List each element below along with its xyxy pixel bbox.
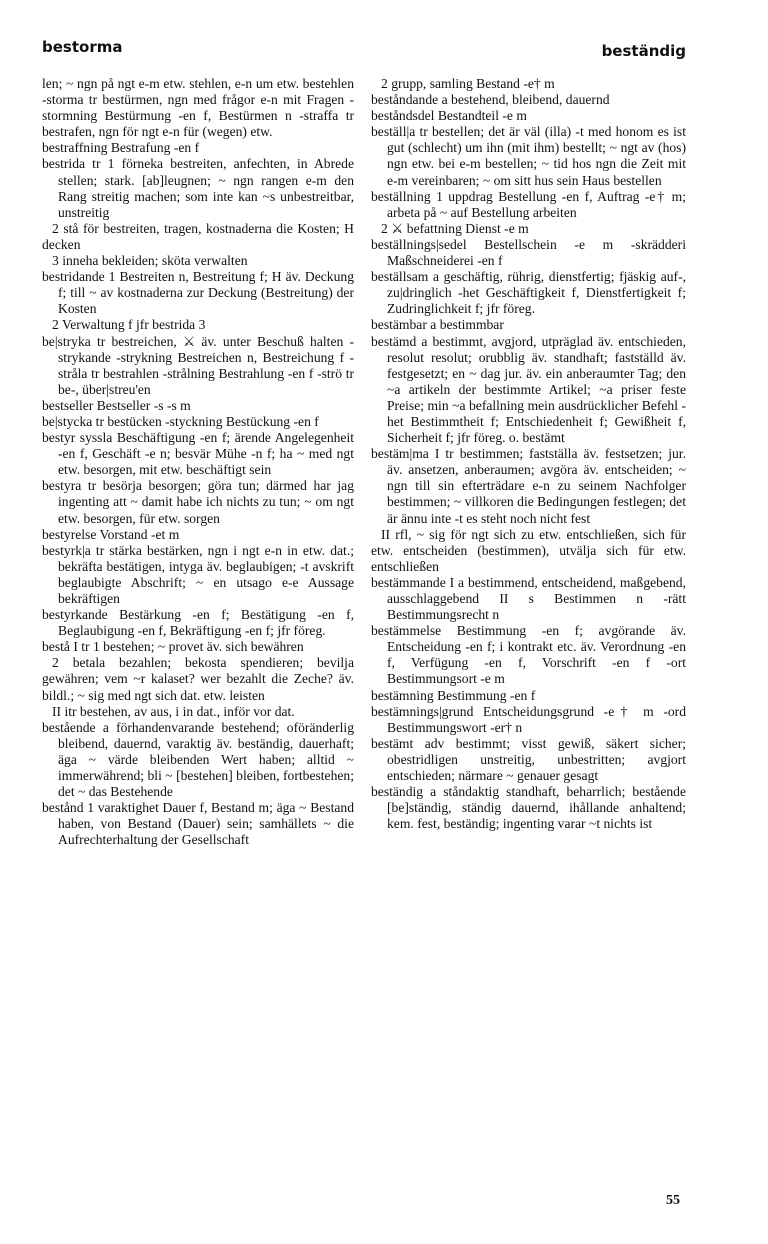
entry-bestandig: beständig a ståndaktig standhaft, beharrlich; bestående [be]ständig, ständig dauernd, ihållande anhaltend; kem. fest, beständig; ingenting varar ~t nichts ist <box>371 784 686 832</box>
entry-bestyrelse: bestyrelse Vorstand -et m <box>42 526 180 542</box>
entry-bestaende: bestående a förhandenvarande bestehend; oföränderlig bleibend, dauernd, varaktig äv. beständig, dauerhaft; äga ~ värde bleibenden Wert haben; alltid ~ immerwährend; bli ~ [bestehen] bleiben, fortbestehen; det ~ das Bestehende <box>42 719 354 800</box>
entry-bestand: bestånd 1 varaktighet Dauer f, Bestand m; äga ~ Bestand haben, von Bestand (Dauer) sein; samhällets ~ die Aufrechterhaltung der Gesellschaft <box>42 800 354 848</box>
entry-bestandsdel: beståndsdel Bestandteil -e m <box>371 108 527 124</box>
right-guide-word: beständig <box>601 42 686 60</box>
entry-bestridande: bestridande 1 Bestreiten n, Bestreitung f; H äv. Deckung f; till ~ av kostnaderna zur Deckung (Bestreitung) der Kosten <box>42 269 354 317</box>
entry-bestrida: bestrida tr 1 förneka bestreiten, anfechten, in Abrede stellen; stark. [ab]leugnen; ~ ngn rangen e-m den Rang streitig machen; som inte kan ~s unbestreitbar, unstreitig <box>42 156 354 220</box>
page-number: 55 <box>666 1193 680 1208</box>
entry-bestamma: bestäm|ma I tr bestimmen; fastställa äv. festsetzen; jur. äv. ansetzen, anberaumen; avgöra äv. entscheiden; ~ ngn till sin efterträdare e-n zu seinem Nachfolger bestimmen; ~ villkoren die Bedingungen festlegen; det är ännu inte -t es steht noch nicht fest <box>371 446 686 526</box>
entry-besta: bestå I tr 1 bestehen; ~ provet äv. sich bewähren <box>42 639 304 655</box>
entry-bestallning-sense-2: 2 ⚔ befattning Dienst -e m <box>381 220 529 236</box>
entry-bestalla: beställ|a tr bestellen; det är väl (illa) -t med honom es ist gut (schlecht) um ihn (mit ihm) bestellt; ~ ngt av (hos) ngn etw. bei e-m bestellen; ~ tid hos ngn die Zeit mit e-m vereinbaren; ~ om sitt hus sein Haus bestellen <box>371 124 686 188</box>
entry-bestand-sense-2: 2 grupp, samling Bestand -e† m <box>381 76 555 91</box>
entry-bestamningsgrund: bestämnings|grund Entscheidungsgrund -e† m -ord Bestimmungswort -er† n <box>371 703 686 735</box>
entry-bestyra: bestyra tr besörja besorgen; göra tun; därmed har jag ingenting att ~ damit habe ich nichts zu tun; ~ om ngt etw. besorgen, für etw. sorgen <box>42 478 354 526</box>
entry-bestandande: beståndande a bestehend, bleibend, dauernd <box>371 92 610 108</box>
entry-besta-sense-2: 2 betala bezahlen; bekosta spendieren; bevilja gewähren; vem ~r kalaset? wer bezahlt die Zeche? äv. bildl.; ~ sig med ngt sich dat. etw. leisten <box>42 655 354 703</box>
entry-bestambar: bestämbar a bestimmbar <box>371 317 504 333</box>
entry-bestseller: bestseller Bestseller -s -s m <box>42 397 191 413</box>
entry-bestrida-sense-2: 2 stå för bestreiten, tragen, kostnaderna die Kosten; H decken <box>42 220 354 252</box>
entry-bestammelse: bestämmelse Bestimmung -en f; avgörande äv. Entscheidung -en f; i kontrakt etc. äv. Verordnung -en f, Verfügung -en f, Vorschrift -en f -ort Bestimmungsort -e m <box>371 623 686 687</box>
entry-bestyrka: bestyrk|a tr stärka bestärken, ngn i ngt e-n in etw. dat.; bekräfta bestätigen, intyga äv. beglaubigen; -t avskrift beglaubigte Abschrift; ~ en utsago e-e Aussage bekräftigen <box>42 542 354 606</box>
entry-bestamd: bestämd a bestimmt, avgjord, utpräglad äv. entschieden, resolut resolut; orubblig äv. standhaft; fastställd äv. festgesetzt; en ~ dag jur. äv. ein anberaumter Tag; den ~a artikeln der bestimmte Artikel; ~a priser feste Preise; min ~a befallning mein ausdrücklicher Befehl -het Bestimmtheit f; Entschiedenheit f; Gewißheit f, Sicherheit f; jfr föreg. o. bestämt <box>371 333 686 446</box>
entry-bestallningssedel: beställnings|sedel Bestellschein -e m -skrädderi Maßschneiderei -en f <box>371 236 686 269</box>
entry-bestraffning: bestraffning Bestrafung -en f <box>42 140 200 156</box>
entry-bestrida-sense-3: 3 inneha bekleiden; sköta verwalten <box>52 253 248 269</box>
entry-bestyr: bestyr syssla Beschäftigung -en f; ärende Angelegenheit -en f, Geschäft -e n; besvär Mühe -n f; ha ~ med ngt etw. besorgen, mit etw. beschäftigt sein <box>42 430 354 478</box>
right-column <box>371 76 686 832</box>
entry-bestamt: bestämt adv bestimmt; visst gewiß, säkert sicher; obestridligen unstreitig, unbestritten; avgjort entschieden; närmare ~ genauer gesagt <box>371 735 686 784</box>
entry-bestryka: be|stryka tr bestreichen, ⚔ äv. unter Beschuß halten -strykande -strykning Bestreichen n, Bestreichung f -stråla tr bestrahlen -strålning Bestrahlung -en f -strö tr be-, über|streu'en <box>42 333 354 397</box>
entry-continuation: len; ~ ngn på ngt e-m etw. stehlen, e-n um etw. bestehlen -storma tr bestürmen, ngn med frågor e-n mit Fragen -stormning Bestürmung -en f, Bestürmen n -straffa tr bestrafen, ngn för ngt e-n für (wegen) etw. <box>42 76 354 140</box>
left-column <box>42 76 354 849</box>
entry-bestycka: be|stycka tr bestücken -styckning Bestückung -en f <box>42 413 319 429</box>
entry-bestallning: beställning 1 uppdrag Bestellung -en f, Auftrag -e† m; arbeta på ~ auf Bestellung arbeiten <box>371 188 686 220</box>
entry-bestridande-sense-2: 2 Verwaltung f jfr bestrida 3 <box>52 317 206 333</box>
entry-besta-sense-ii: II itr bestehen, av aus, i in dat., inför vor dat. <box>52 703 295 719</box>
entry-bestyrkande: bestyrkande Bestärkung -en f; Bestätigung -en f, Beglaubigung -en f, Bekräftigung -en f; jfr föreg. <box>42 607 354 639</box>
entry-bestamning: bestämning Bestimmung -en f <box>371 687 536 703</box>
entry-bestammande: bestämmande I a bestimmend, entscheidend, maßgebend, ausschlaggebend II s Bestimmen n -rätt Bestimmungsrecht n <box>371 574 686 623</box>
entry-bestallsam: beställsam a geschäftig, rührig, dienstfertig; fjäskig auf-, zu|dringlich -het Geschäftigkeit f, Dienstfertigkeit f; Zudringlichkeit f; jfr föreg. <box>371 269 686 317</box>
left-guide-word: bestorma <box>42 38 123 56</box>
entry-bestamma-sense-ii: II rfl, ~ sig för ngt sich zu etw. entschließen, sich für etw. entscheiden (bestimmen), utvälja sich für etw. entschließen <box>371 526 686 574</box>
